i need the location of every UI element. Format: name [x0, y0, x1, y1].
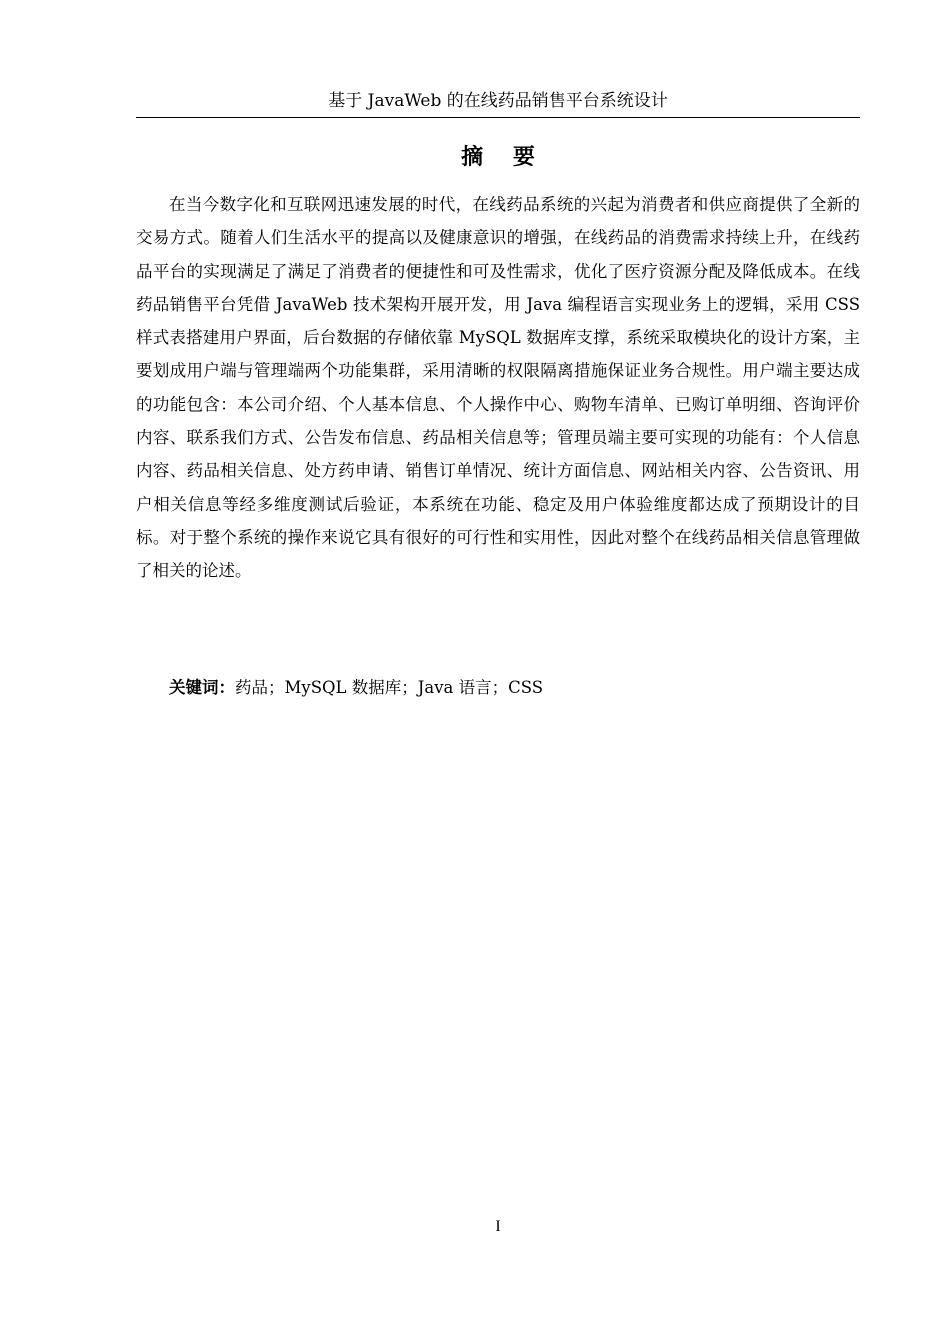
- running-header: 基于 JavaWeb 的在线药品销售平台系统设计: [328, 91, 668, 111]
- abstract-title: 摘 要: [461, 145, 546, 170]
- page-number: I: [495, 1218, 501, 1235]
- keywords-text: 药品；MySQL 数据库；Java 语言；CSS: [235, 678, 544, 697]
- abstract-body: 在当今数字化和互联网迅速发展的时代，在线药品系统的兴起为消费者和供应商提供了全新的交易方式。随着人们生活水平的提高以及健康意识的增强，在线药品的消费需求持续上升，在线药品平台的实现满足了满足了消费者的便捷性和可及性需求，优化了医疗资源分配及降低成本。在线药品销售平台凭借 JavaWeb 技术架构开展开发，用 Java 编程语言实现业务上的逻辑，采用 CSS 样式表搭建用户界面，后台数据的存储依靠 MySQL 数据库支撑，系统采取模块化的设计方案，主要划成用户端与管理端两个功能集群，采用清晰的权限隔离措施保证业务合规性。用户端主要达成的功能包含：本公司介绍、个人基本信息、个人操作中心、购物车清单、已购订单明细、咨询评价内容、联系我们方式、公告发布信息、药品相关信息等；管理员端主要可实现的功能有：个人信息内容、药品相关信息、处方药申请、销售订单情况、统计方面信息、网站相关内容、公告资讯、用户相关信息等经多维度测试后验证，本系统在功能、稳定及用户体验维度都达成了预期设计的目标。对于整个系统的操作来说它具有很好的可行性和实用性，因此对整个在线药品相关信息管理做了相关的论述。: [136, 195, 860, 581]
- header-rule: [136, 117, 860, 118]
- keywords-label: 关键词：: [169, 678, 235, 697]
- keywords-line: [136, 673, 860, 703]
